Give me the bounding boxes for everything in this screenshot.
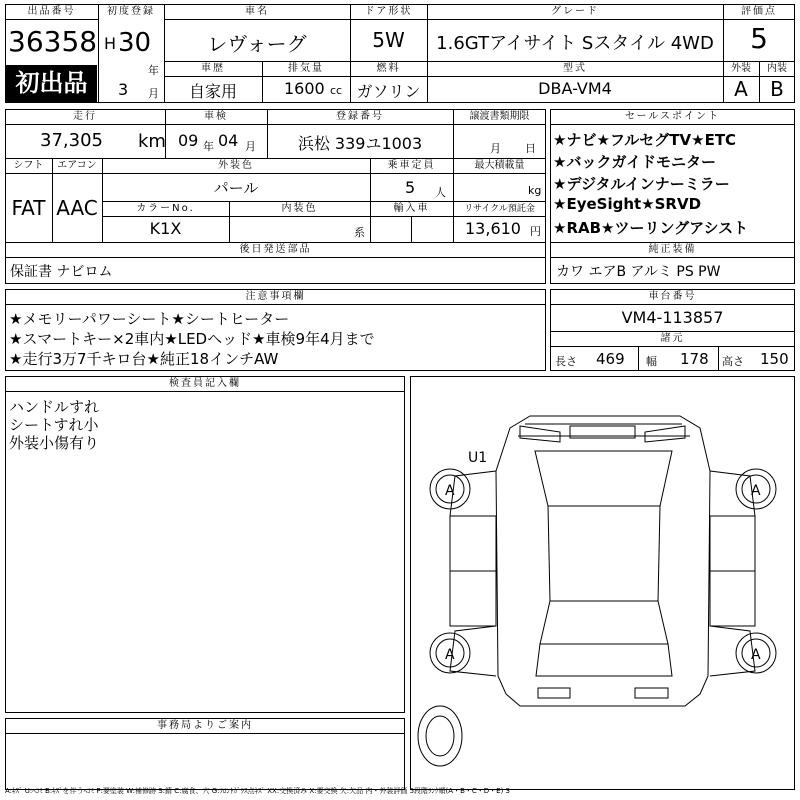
mileage-label: 走行 — [73, 111, 97, 122]
genuine-label: 純正装備 — [648, 244, 697, 255]
tire-mark: A — [751, 483, 761, 499]
transfer-label: 譲渡書類期限 — [469, 111, 530, 122]
transfer-day-unit: 日 — [525, 142, 536, 155]
model-code-label: 型式 — [563, 63, 587, 74]
max-load-label: 最大積載量 — [474, 160, 525, 171]
car-diagram — [410, 376, 795, 790]
first-reg-year-unit: 年 — [148, 64, 159, 77]
score-label: 評価点 — [741, 6, 777, 17]
history-label: 車歴 — [201, 63, 225, 74]
sales-points-label: セールスポイント — [624, 111, 721, 122]
inspector-label: 検査員記入欄 — [169, 378, 241, 389]
office-label: 事務局よりご案内 — [157, 720, 253, 731]
inspection-month-unit: 月 — [245, 140, 256, 153]
tire-mark: A — [445, 647, 455, 663]
first-reg-month: 3 — [118, 80, 129, 99]
recycle-unit: 円 — [530, 225, 541, 238]
notes-line: ★スマートキー×2車内★LEDヘッド★車検9年4月まで — [9, 330, 375, 348]
shift-label: シフト — [13, 160, 44, 171]
lot-label: 出品番号 — [27, 6, 76, 17]
tire-mark: A — [445, 483, 455, 499]
lot-number: 36358 — [8, 25, 98, 58]
score-ext-value: A — [734, 77, 748, 101]
model-code-value: DBA-VM4 — [538, 79, 612, 98]
door-label: ドア形状 — [364, 6, 413, 17]
width-label: 幅 — [646, 355, 657, 368]
height-label: 高さ — [722, 355, 744, 368]
exterior-color-value: パール — [213, 179, 259, 197]
length-label: 長さ — [555, 355, 577, 368]
inspector-line: 外装小傷有り — [9, 434, 100, 452]
inspector-line: ハンドルすれ — [9, 398, 100, 416]
displacement-unit: cc — [330, 84, 343, 97]
first-reg-era: H — [104, 34, 117, 53]
mileage-value: 37,305 — [40, 130, 103, 151]
width-value: 178 — [680, 350, 709, 368]
chassis-label: 車台番号 — [648, 291, 697, 302]
color-no-label: カラーNo. — [136, 203, 195, 214]
aircon-value: AAC — [56, 196, 98, 220]
car-name-value: レヴォーグ — [207, 32, 307, 56]
import-label: 輸入車 — [393, 203, 430, 214]
score-ext-label: 外装 — [731, 63, 751, 74]
tire-mark: A — [751, 647, 761, 663]
grade-label: グレード — [551, 6, 599, 17]
aircon-label: エアコン — [57, 160, 97, 171]
recycle-label: リサイクル預託金 — [464, 204, 535, 214]
later-parts-label: 後日発送部品 — [239, 244, 312, 255]
fuel-value: ガソリン — [356, 82, 421, 101]
inspection-label: 車検 — [204, 111, 228, 122]
history-value: 自家用 — [188, 82, 237, 101]
interior-color-unit: 系 — [354, 226, 365, 239]
grade-value: 1.6GTアイサイト Sスタイル 4WD — [436, 33, 714, 54]
notes-label: 注意事項欄 — [245, 291, 306, 302]
sales-point-line: ★バックガイドモニター — [553, 153, 716, 171]
score-value: 5 — [750, 22, 768, 55]
capacity-value: 5 — [405, 178, 416, 197]
legend-text: A:ｷｽﾞ U:ﾍｺﾐ B:ｷｽﾞを伴うﾍｺﾐ P:要塗装 W:補修跡 S:錆 C:腐食、穴 G:ﾌﾛﾝﾄｶﾞﾗｽ点ｷｽﾞ XX:交換済み X:要交換 欠:欠品 内・外装評価 5段階ﾗﾝｸ順(A・B・C・D・E) 3 — [5, 787, 510, 795]
registration-label: 登録番号 — [336, 111, 384, 122]
sales-point-line: ★ナビ★フルセグTV★ETC — [553, 131, 737, 149]
sales-point-line: ★EyeSight★SRVD — [553, 195, 702, 213]
length-value: 469 — [596, 350, 625, 368]
exterior-color-label: 外装色 — [218, 160, 254, 171]
score-int-value: B — [770, 77, 784, 101]
damage-mark-u1: U1 — [468, 450, 488, 466]
door-value: 5W — [372, 28, 405, 52]
color-no-value: K1X — [149, 219, 182, 238]
inspection-year-unit: 年 — [203, 140, 214, 153]
later-parts-value: 保証書 ナビロム — [10, 264, 113, 280]
interior-color-label: 内装色 — [281, 203, 318, 214]
transfer-month-unit: 月 — [490, 142, 501, 155]
capacity-label: 乗車定員 — [387, 160, 436, 171]
max-load-unit: kg — [528, 184, 542, 197]
score-int-label: 内装 — [767, 63, 787, 74]
first-reg-month-unit: 月 — [148, 87, 159, 100]
notes-line: ★メモリーパワーシート★シートヒーター — [9, 310, 290, 328]
height-value: 150 — [760, 350, 789, 368]
genuine-value: カワ エアB アルミ PS PW — [556, 264, 721, 280]
first-reg-label: 初度登録 — [107, 6, 155, 17]
car-name-label: 車名 — [245, 6, 269, 17]
first-reg-year: 30 — [118, 28, 152, 58]
inspector-line: シートすれ小 — [9, 416, 99, 434]
specs-label: 諸元 — [660, 333, 685, 344]
registration-value: 浜松 339ユ1003 — [297, 134, 423, 153]
chassis-value: VM4-113857 — [621, 308, 724, 327]
shift-value: FAT — [11, 196, 46, 220]
displacement-value: 1600 — [284, 79, 325, 98]
sales-point-line: ★RAB★ツーリングアシスト — [553, 219, 749, 237]
inspection-year: 09 — [178, 131, 199, 150]
first-listing-badge: 初出品 — [6, 65, 97, 102]
inspection-month: 04 — [218, 131, 239, 150]
capacity-unit: 人 — [435, 186, 446, 199]
mileage-unit: km — [138, 131, 166, 152]
notes-line: ★走行3万7千キロ台★純正18インチAW — [9, 350, 279, 368]
fuel-label: 燃料 — [376, 63, 401, 74]
recycle-value: 13,610 — [465, 219, 521, 238]
displacement-label: 排気量 — [288, 63, 324, 74]
sales-point-line: ★デジタルインナーミラー — [553, 175, 730, 193]
